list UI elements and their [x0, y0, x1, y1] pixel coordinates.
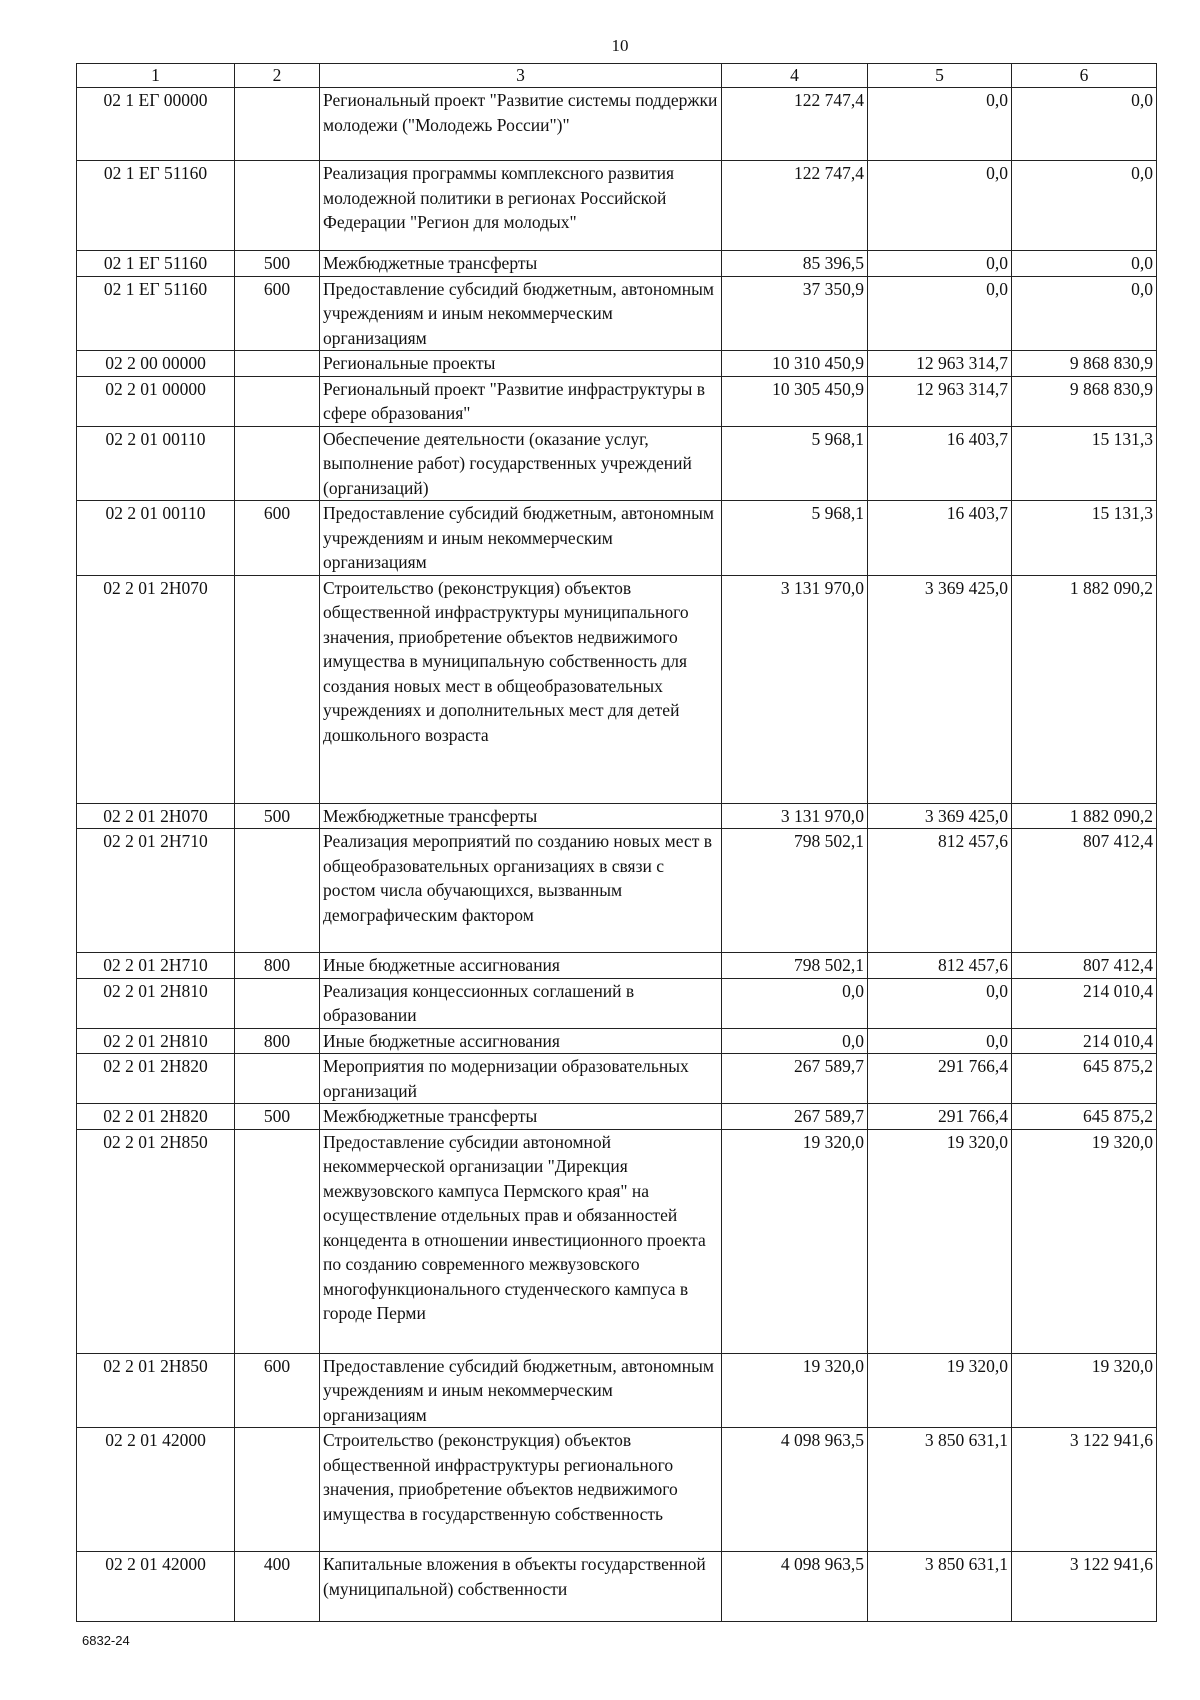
amount-col5-cell: 3 850 631,1: [868, 1552, 1012, 1622]
table-row: [77, 1552, 1157, 1622]
table-row: [77, 501, 1157, 576]
description-cell: Межбюджетные трансферты: [320, 251, 722, 277]
amount-col5-cell: 0,0: [868, 88, 1012, 161]
expense-type-cell: [235, 376, 320, 426]
description-cell: Мероприятия по модернизации образовательных организаций: [320, 1054, 722, 1104]
amount-col6-cell: 9 868 830,9: [1012, 376, 1157, 426]
table-row: [77, 351, 1157, 377]
description-cell: Капитальные вложения в объекты государственной (муниципальной) собственности: [320, 1552, 722, 1622]
amount-col6-cell: 3 122 941,6: [1012, 1552, 1157, 1622]
amount-col6-cell: 3 122 941,6: [1012, 1428, 1157, 1552]
description-cell: Предоставление субсидий бюджетным, автономным учреждениям и иным некоммерческим организациям: [320, 501, 722, 576]
expense-type-cell: [235, 88, 320, 161]
amount-col6-cell: 807 412,4: [1012, 953, 1157, 979]
amount-col6-cell: 19 320,0: [1012, 1129, 1157, 1353]
amount-col5-cell: 812 457,6: [868, 953, 1012, 979]
amount-col5-cell: 19 320,0: [868, 1129, 1012, 1353]
expense-type-cell: [235, 829, 320, 953]
amount-col6-cell: 19 320,0: [1012, 1353, 1157, 1428]
description-cell: Реализация мероприятий по созданию новых мест в общеобразовательных организациях в связи с ростом числа обучающихся, вызванным демографическим фактором: [320, 829, 722, 953]
amount-col5-cell: 0,0: [868, 276, 1012, 351]
expense-type-cell: 800: [235, 953, 320, 979]
amount-col4-cell: 10 305 450,9: [722, 376, 868, 426]
amount-col4-cell: 3 131 970,0: [722, 575, 868, 803]
expense-type-cell: 500: [235, 251, 320, 277]
amount-col6-cell: 15 131,3: [1012, 426, 1157, 501]
table-row: [77, 376, 1157, 426]
expense-type-cell: [235, 575, 320, 803]
amount-col4-cell: 0,0: [722, 1028, 868, 1054]
amount-col5-cell: 16 403,7: [868, 426, 1012, 501]
description-cell: Региональные проекты: [320, 351, 722, 377]
table-row: [77, 1104, 1157, 1130]
description-cell: Предоставление субсидий бюджетным, автономным учреждениям и иным некоммерческим организациям: [320, 276, 722, 351]
amount-col4-cell: 10 310 450,9: [722, 351, 868, 377]
table-row: [77, 803, 1157, 829]
amount-col4-cell: 37 350,9: [722, 276, 868, 351]
amount-col6-cell: 0,0: [1012, 251, 1157, 277]
code-cell: 02 2 01 00000: [77, 376, 235, 426]
expense-type-cell: 500: [235, 803, 320, 829]
amount-col5-cell: 3 369 425,0: [868, 575, 1012, 803]
expense-type-cell: 800: [235, 1028, 320, 1054]
code-cell: 02 2 01 2Н070: [77, 575, 235, 803]
amount-col4-cell: 4 098 963,5: [722, 1552, 868, 1622]
amount-col4-cell: 798 502,1: [722, 829, 868, 953]
description-cell: Иные бюджетные ассигнования: [320, 953, 722, 979]
code-cell: 02 2 01 2Н850: [77, 1353, 235, 1428]
code-cell: 02 1 ЕГ 00000: [77, 88, 235, 161]
budget-table: [76, 63, 1157, 1622]
table-row: [77, 575, 1157, 803]
amount-col6-cell: 0,0: [1012, 88, 1157, 161]
amount-col6-cell: 0,0: [1012, 276, 1157, 351]
amount-col5-cell: 0,0: [868, 251, 1012, 277]
code-cell: 02 2 01 2Н810: [77, 1028, 235, 1054]
amount-col5-cell: 291 766,4: [868, 1054, 1012, 1104]
table-row: [77, 1353, 1157, 1428]
code-cell: 02 2 01 00110: [77, 501, 235, 576]
description-cell: Реализация концессионных соглашений в образовании: [320, 978, 722, 1028]
code-cell: 02 2 01 2Н710: [77, 953, 235, 979]
code-cell: 02 2 01 2Н820: [77, 1054, 235, 1104]
column-header-6: 6: [1012, 64, 1157, 88]
description-cell: Предоставление субсидий бюджетным, автономным учреждениям и иным некоммерческим организациям: [320, 1353, 722, 1428]
column-header-1: 1: [77, 64, 235, 88]
code-cell: 02 2 01 2Н850: [77, 1129, 235, 1353]
amount-col4-cell: 3 131 970,0: [722, 803, 868, 829]
amount-col4-cell: 798 502,1: [722, 953, 868, 979]
amount-col6-cell: 15 131,3: [1012, 501, 1157, 576]
table-row: [77, 1028, 1157, 1054]
code-cell: 02 1 ЕГ 51160: [77, 251, 235, 277]
amount-col6-cell: 0,0: [1012, 161, 1157, 251]
expense-type-cell: [235, 426, 320, 501]
code-cell: 02 2 01 2Н710: [77, 829, 235, 953]
expense-type-cell: 600: [235, 276, 320, 351]
amount-col6-cell: 214 010,4: [1012, 978, 1157, 1028]
amount-col6-cell: 9 868 830,9: [1012, 351, 1157, 377]
expense-type-cell: 400: [235, 1552, 320, 1622]
amount-col4-cell: 5 968,1: [722, 501, 868, 576]
expense-type-cell: [235, 1428, 320, 1552]
table-header-row: [77, 64, 1157, 88]
column-header-4: 4: [722, 64, 868, 88]
amount-col6-cell: 645 875,2: [1012, 1104, 1157, 1130]
expense-type-cell: [235, 351, 320, 377]
amount-col5-cell: 0,0: [868, 978, 1012, 1028]
amount-col5-cell: 3 369 425,0: [868, 803, 1012, 829]
description-cell: Предоставление субсидии автономной некоммерческой организации "Дирекция межвузовского кампуса Пермского края" на осуществление отдельных прав и обязанностей концедента в отношении инвестиционного проекта по созданию современного межвузовского многофункционального студенческого кампуса в городе Перми: [320, 1129, 722, 1353]
description-cell: Строительство (реконструкция) объектов общественной инфраструктуры регионального значения, приобретение объектов недвижимого имущества в государственную собственность: [320, 1428, 722, 1552]
amount-col5-cell: 291 766,4: [868, 1104, 1012, 1130]
code-cell: 02 2 01 2Н820: [77, 1104, 235, 1130]
column-header-5: 5: [868, 64, 1012, 88]
expense-type-cell: [235, 161, 320, 251]
amount-col4-cell: 5 968,1: [722, 426, 868, 501]
amount-col4-cell: 0,0: [722, 978, 868, 1028]
amount-col4-cell: 19 320,0: [722, 1129, 868, 1353]
document-code: 6832-24: [82, 1633, 130, 1648]
amount-col4-cell: 122 747,4: [722, 161, 868, 251]
table-row: [77, 829, 1157, 953]
amount-col4-cell: 267 589,7: [722, 1104, 868, 1130]
table-row: [77, 161, 1157, 251]
amount-col4-cell: 85 396,5: [722, 251, 868, 277]
amount-col4-cell: 4 098 963,5: [722, 1428, 868, 1552]
table-row: [77, 1054, 1157, 1104]
expense-type-cell: 600: [235, 501, 320, 576]
amount-col5-cell: 12 963 314,7: [868, 376, 1012, 426]
table-row: [77, 251, 1157, 277]
table-row: [77, 1428, 1157, 1552]
description-cell: Реализация программы комплексного развития молодежной политики в регионах Российской Федерации "Регион для молодых": [320, 161, 722, 251]
column-header-3: 3: [320, 64, 722, 88]
amount-col6-cell: 1 882 090,2: [1012, 803, 1157, 829]
amount-col4-cell: 267 589,7: [722, 1054, 868, 1104]
code-cell: 02 2 01 42000: [77, 1428, 235, 1552]
amount-col6-cell: 807 412,4: [1012, 829, 1157, 953]
code-cell: 02 1 ЕГ 51160: [77, 161, 235, 251]
amount-col5-cell: 812 457,6: [868, 829, 1012, 953]
table-row: [77, 88, 1157, 161]
expense-type-cell: [235, 1054, 320, 1104]
amount-col6-cell: 645 875,2: [1012, 1054, 1157, 1104]
description-cell: Обеспечение деятельности (оказание услуг, выполнение работ) государственных учреждений (организаций): [320, 426, 722, 501]
page-number: 10: [611, 36, 629, 55]
amount-col5-cell: 3 850 631,1: [868, 1428, 1012, 1552]
amount-col5-cell: 12 963 314,7: [868, 351, 1012, 377]
table-row: [77, 978, 1157, 1028]
code-cell: 02 2 00 00000: [77, 351, 235, 377]
table-row: [77, 1129, 1157, 1353]
amount-col5-cell: 19 320,0: [868, 1353, 1012, 1428]
amount-col5-cell: 0,0: [868, 161, 1012, 251]
column-header-2: 2: [235, 64, 320, 88]
description-cell: Межбюджетные трансферты: [320, 1104, 722, 1130]
description-cell: Иные бюджетные ассигнования: [320, 1028, 722, 1054]
amount-col5-cell: 0,0: [868, 1028, 1012, 1054]
description-cell: Региональный проект "Развитие системы поддержки молодежи ("Молодежь России")": [320, 88, 722, 161]
amount-col6-cell: 1 882 090,2: [1012, 575, 1157, 803]
code-cell: 02 2 01 2Н810: [77, 978, 235, 1028]
description-cell: Региональный проект "Развитие инфраструктуры в сфере образования": [320, 376, 722, 426]
amount-col4-cell: 19 320,0: [722, 1353, 868, 1428]
table-row: [77, 276, 1157, 351]
expense-type-cell: [235, 978, 320, 1028]
amount-col5-cell: 16 403,7: [868, 501, 1012, 576]
amount-col4-cell: 122 747,4: [722, 88, 868, 161]
code-cell: 02 2 01 42000: [77, 1552, 235, 1622]
description-cell: Межбюджетные трансферты: [320, 803, 722, 829]
code-cell: 02 2 01 00110: [77, 426, 235, 501]
expense-type-cell: [235, 1129, 320, 1353]
code-cell: 02 2 01 2Н070: [77, 803, 235, 829]
amount-col6-cell: 214 010,4: [1012, 1028, 1157, 1054]
table-row: [77, 953, 1157, 979]
code-cell: 02 1 ЕГ 51160: [77, 276, 235, 351]
expense-type-cell: 600: [235, 1353, 320, 1428]
expense-type-cell: 500: [235, 1104, 320, 1130]
description-cell: Строительство (реконструкция) объектов общественной инфраструктуры муниципального значения, приобретение объектов недвижимого имущества в муниципальную собственность для создания новых мест в общеобразовательных учреждениях и дополнительных мест для детей дошкольного возраста: [320, 575, 722, 803]
table-row: [77, 426, 1157, 501]
